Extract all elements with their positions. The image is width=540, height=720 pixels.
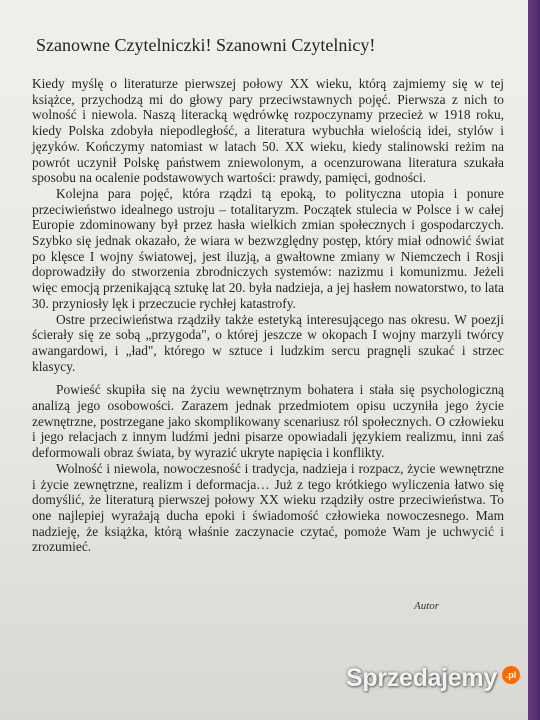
paragraph-2: Kolejna para pojęć, która rządzi tą epoką, to polityczna utopia i ponure przeciwieństwo idealnego ustroju – totalitaryzm. Początek stulecia w Polsce i w całej Europie zdominowany był przez hasła wielkich zmian społecznych i gospodarczych. Szybko się jednak okazało, że wiara w bezwzględny postęp, który miał odnowić świat po klęsce I wojny światowej, jest iluzją, a gwałtowne zmiany w Niemczech i Rosji doprowadziły do stworzenia zbrodniczych systemów: nazizmu i komunizmu. Jeżeli więc emocją przenikającą sztukę lat 20. była nadzieja, a jej hasłem nowatorstwo, to lata 30. przyniosły lęk i przeczucie rychłej katastrofy. xyxy=(32,185,504,311)
page-heading: Szanowne Czytelniczki! Szanowni Czytelnicy! xyxy=(36,35,376,55)
paragraph-5: Wolność i niewola, nowoczesność i tradycja, nadzieja i rozpacz, życie wewnętrzne i życie zewnętrzne, realizm i deformacja… Już z tego krótkiego wyliczenia łatwo się domyślić, że literaturą pierwszej połowy XX wieku rządziły ostre przeciwieństwa. To one najlepiej wyrażają ducha epoki i świadomość człowieka nowoczesnego. Mam nadzieję, że książka, którą właśnie zaczynacie czytać, pomoże Wam je uchwycić i zrozumieć. xyxy=(32,460,504,555)
paragraph-4: Powieść skupiła się na życiu wewnętrznym bohatera i stała się psychologiczną analizą jego osobowości. Zarazem jednak przedmiotem opisu uczyniła jego życie zewnętrzne, postrzegane jako skomplikowany scenariusz ról społecznych. O człowieku i jego relacjach z innym ludźmi jedni pisarze opowiadali językiem realizmu, inni zaś deformowali obraz świata, by wyrazić ukryte napięcia i konflikty. xyxy=(32,382,504,461)
sprzedajemy-watermark: Sprzedajemy xyxy=(346,664,497,692)
sprzedajemy-badge-icon: .pl xyxy=(502,666,520,684)
author-signature: Autor xyxy=(414,600,440,612)
paragraph-1: Kiedy myślę o literaturze pierwszej połowy XX wieku, którą zajmiemy się w tej książce, przychodzą mi do głowy pary przeciwstawnych pojęć. Pierwsza z nich to wolność i niewola. Naszą literacką wędrówkę rozpoczynamy przecież w 1918 roku, kiedy Polska zdobyła niepodległość, a literatura wybuchła wielością idei, stylów i języków. Kończymy natomiast w latach 50. XX wieku, kiedy stalinowski reżim na powrót uczynił Polskę państwem zniewolonym, a ocenzurowana literatura szukała sposobu na ocalenie podstawowych wartości: prawdy, pamięci, godności. xyxy=(32,76,504,186)
paragraph-3: Ostre przeciwieństwa rządziły także estetyką interesującego nas okresu. W poezji ścierały się ze sobą „przygoda", o której jeszcze w okopach I wojny marzyli twórcy awangardowi, i „ład", którego w sztuce i ludzkim sercu pragnęli szukać i strzec klasycy. xyxy=(32,311,504,374)
